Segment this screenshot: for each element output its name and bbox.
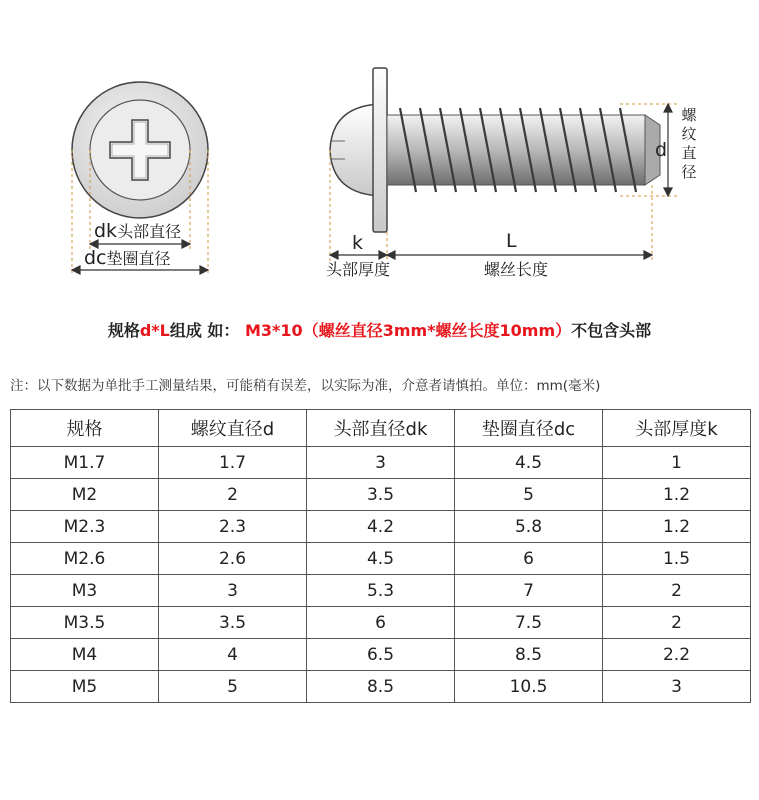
- cell-thread-diameter: 2: [159, 479, 307, 511]
- cell-spec: M3: [11, 575, 159, 607]
- cell-thread-diameter: 2.6: [159, 543, 307, 575]
- k-caption: 头部厚度: [326, 260, 391, 279]
- cell-washer-diameter: 7: [455, 575, 603, 607]
- spec-format-line: [0, 318, 759, 341]
- cell-spec: M2: [11, 479, 159, 511]
- table-row: [11, 447, 751, 479]
- d-label: d: [655, 139, 668, 161]
- cell-head-diameter: 3.5: [307, 479, 455, 511]
- cell-head-thickness: 2: [603, 607, 751, 639]
- cell-head-diameter: 3: [307, 447, 455, 479]
- cell-washer-diameter: 6: [455, 543, 603, 575]
- cell-head-diameter: 8.5: [307, 671, 455, 703]
- cell-thread-diameter: 2.3: [159, 511, 307, 543]
- table-row: [11, 543, 751, 575]
- table-header-row: [11, 410, 751, 447]
- cell-head-diameter: 4.2: [307, 511, 455, 543]
- cell-spec: M3.5: [11, 607, 159, 639]
- header-head-thickness: 头部厚度k: [603, 410, 751, 447]
- cell-thread-diameter: 4: [159, 639, 307, 671]
- header-washer-diameter: 垫圈直径dc: [455, 410, 603, 447]
- cell-thread-diameter: 1.7: [159, 447, 307, 479]
- cell-washer-diameter: 8.5: [455, 639, 603, 671]
- cell-head-diameter: 6.5: [307, 639, 455, 671]
- dk-label: dk头部直径: [94, 220, 182, 242]
- cell-thread-diameter: 3.5: [159, 607, 307, 639]
- cell-head-diameter: 4.5: [307, 543, 455, 575]
- cell-washer-diameter: 7.5: [455, 607, 603, 639]
- screw-shank: [387, 115, 645, 185]
- cell-washer-diameter: 5: [455, 479, 603, 511]
- L-caption: 螺丝长度: [484, 260, 549, 279]
- d-caption: 螺 纹 直 径: [681, 106, 697, 181]
- spec-suffix: 不包含头部: [571, 321, 652, 340]
- table-row: [11, 639, 751, 671]
- cell-spec: M2.3: [11, 511, 159, 543]
- washer: [373, 68, 387, 232]
- cell-washer-diameter: 4.5: [455, 447, 603, 479]
- header-spec: 规格: [11, 410, 159, 447]
- cell-head-thickness: 3: [603, 671, 751, 703]
- cell-head-thickness: 1: [603, 447, 751, 479]
- cell-head-diameter: 6: [307, 607, 455, 639]
- spec-example: M3*10（螺丝直径3mm*螺丝长度10mm）: [245, 321, 572, 340]
- spec-prefix: 规格: [107, 321, 140, 340]
- screw-diagram: [0, 0, 759, 290]
- table-row: [11, 607, 751, 639]
- table-body: [11, 447, 751, 703]
- spec-table: [10, 409, 751, 703]
- table-row: [11, 511, 751, 543]
- cell-head-diameter: 5.3: [307, 575, 455, 607]
- side-view: [330, 68, 680, 262]
- dc-label: dc垫圈直径: [84, 247, 171, 269]
- cell-spec: M1.7: [11, 447, 159, 479]
- cell-head-thickness: 1.2: [603, 479, 751, 511]
- header-head-diameter: 头部直径dk: [307, 410, 455, 447]
- spec-middle: 组成 如：: [169, 321, 240, 340]
- header-thread-diameter: 螺纹直径d: [159, 410, 307, 447]
- cell-spec: M2.6: [11, 543, 159, 575]
- cell-thread-diameter: 3: [159, 575, 307, 607]
- cell-head-thickness: 1.5: [603, 543, 751, 575]
- cell-head-thickness: 1.2: [603, 511, 751, 543]
- table-row: [11, 575, 751, 607]
- measurement-note: 注：以下数据为单批手工测量结果，可能稍有误差，以实际为准，介意者请慎拍。单位：mm(毫米): [10, 378, 601, 394]
- L-label: L: [506, 230, 517, 252]
- cell-washer-diameter: 10.5: [455, 671, 603, 703]
- cell-washer-diameter: 5.8: [455, 511, 603, 543]
- cell-spec: M4: [11, 639, 159, 671]
- spec-formula: d*L: [139, 321, 170, 340]
- table-row: [11, 479, 751, 511]
- table-row: [11, 671, 751, 703]
- cell-head-thickness: 2: [603, 575, 751, 607]
- cell-head-thickness: 2.2: [603, 639, 751, 671]
- cell-spec: M5: [11, 671, 159, 703]
- cell-thread-diameter: 5: [159, 671, 307, 703]
- k-label: k: [352, 232, 364, 254]
